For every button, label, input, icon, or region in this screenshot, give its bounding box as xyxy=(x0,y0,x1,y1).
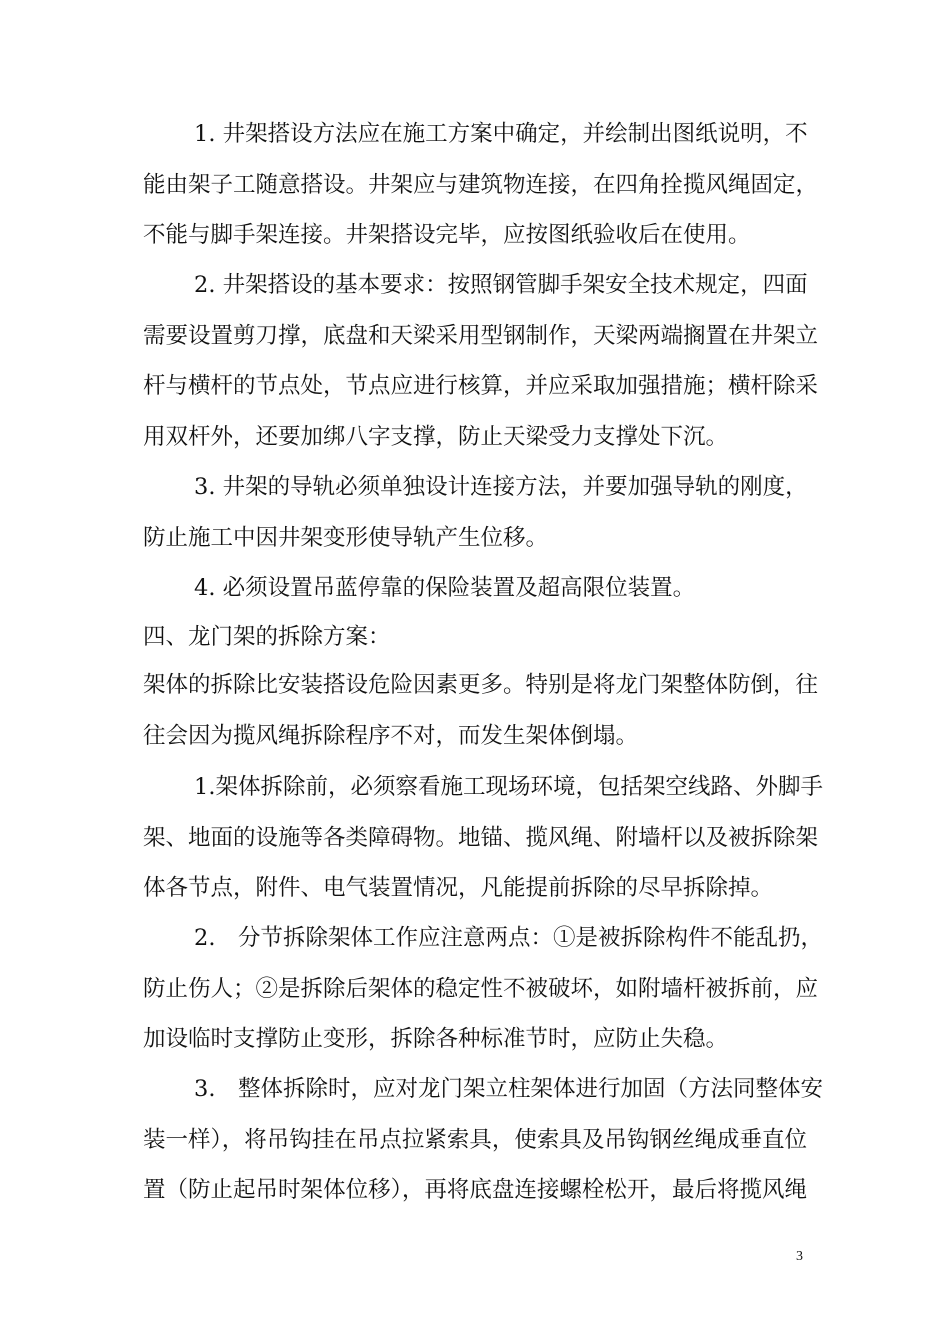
paragraph-1 xyxy=(143,109,819,261)
text-line: 往会因为揽风绳拆除程序不对，而发生架体倒塌。 xyxy=(143,722,639,749)
text-line: 4. 必须设置吊蓝停靠的保险装置及超高限位装置。 xyxy=(194,575,696,601)
text-line: 2. 分节拆除架体工作应注意两点：①是被拆除构件不能乱扔， xyxy=(194,925,823,951)
text-line: 1.架体拆除前，必须察看施工现场环境，包括架空线路、外脚手 xyxy=(194,774,823,800)
text-line: 架体的拆除比安装搭设危险因素更多。特别是将龙门架整体防倒，往 xyxy=(143,672,819,698)
text-line: 置（防止起吊时架体位移），再将底盘连接螺栓松开，最后将揽风绳 xyxy=(143,1177,807,1203)
paragraph-8 xyxy=(143,1064,823,1216)
text-line: 1. 井架搭设方法应在施工方案中确定，并绘制出图纸说明，不 xyxy=(194,121,808,147)
paragraph-3 xyxy=(143,462,807,563)
text-line: 架、地面的设施等各类障碍物。地锚、揽风绳、附墙杆以及被拆除架 xyxy=(143,824,819,851)
paragraph-4 xyxy=(143,563,807,614)
paragraph-2 xyxy=(143,260,819,462)
text-line: 杆与横杆的节点处，节点应进行核算，并应采取加强措施；横杆除采 xyxy=(143,373,819,399)
text-line: 防止伤人；②是拆除后架体的稳定性不被破坏，如附墙杆被拆前，应 xyxy=(143,975,819,1002)
text-line: 需要设置剪刀撑，底盘和天梁采用型钢制作，天梁两端搁置在井架立 xyxy=(143,322,819,349)
section-heading xyxy=(143,612,807,663)
paragraph-5 xyxy=(143,660,819,761)
text-line: 不能与脚手架连接。井架搭设完毕，应按图纸验收后在使用。 xyxy=(143,222,751,248)
text-line: 装一样），将吊钩挂在吊点拉紧索具，使索具及吊钩钢丝绳成垂直位 xyxy=(143,1126,807,1153)
page-number: 3 xyxy=(796,1249,803,1264)
text-line: 体各节点，附件、电气装置情况，凡能提前拆除的尽早拆除掉。 xyxy=(143,875,774,901)
paragraph-7 xyxy=(143,913,823,1065)
text-line: 能由架子工随意搭设。井架应与建筑物连接，在四角拴揽风绳固定， xyxy=(143,171,819,198)
text-line: 用双杆外，还要加绑八字支撑，防止天梁受力支撑处下沉。 xyxy=(143,423,729,450)
heading-text: 四、龙门架的拆除方案： xyxy=(143,624,391,650)
text-line: 3. 整体拆除时，应对龙门架立柱架体进行加固（方法同整体安 xyxy=(194,1076,823,1102)
text-line: 2. 井架搭设的基本要求：按照钢管脚手架安全技术规定，四面 xyxy=(194,272,808,298)
text-line: 加设临时支撑防止变形，拆除各种标准节时，应防止失稳。 xyxy=(143,1026,729,1052)
paragraph-6 xyxy=(143,762,823,914)
text-line: 防止施工中因井架变形使导轨产生位移。 xyxy=(143,524,549,551)
text-line: 3. 井架的导轨必须单独设计连接方法，并要加强导轨的刚度， xyxy=(194,474,808,500)
